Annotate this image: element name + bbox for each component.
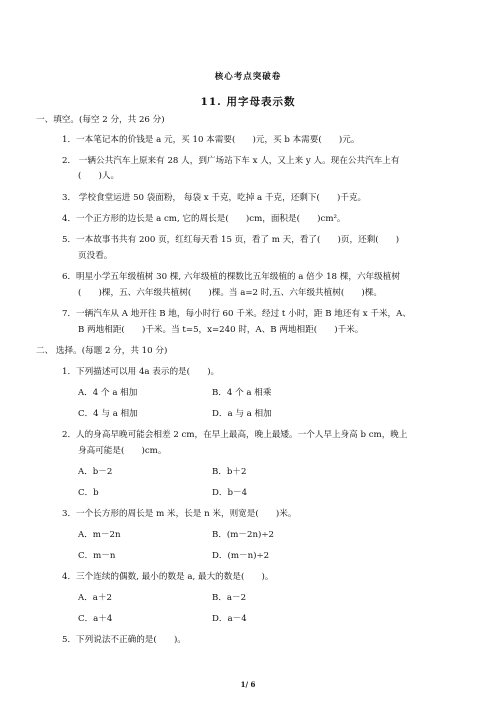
choice-q1-option-d: D．a 与 a 相加	[212, 409, 272, 419]
choice-q3-option-d: D．(m－n)÷2	[212, 551, 270, 561]
choice-q4-option-b: B．a－2	[212, 593, 247, 603]
choice-q2-option-a: A．b－2	[78, 467, 113, 477]
choice-q1-option-c: C．4 与 a 相加	[78, 409, 138, 419]
choice-q4-option-a: A．a＋2	[78, 593, 112, 603]
page-title: 11. 用字母表示数	[200, 96, 296, 108]
choice-q2-stem: 2．人的身高早晚可能会相差 2 cm，在早上最高，晚上最矮。一个人早上身高 b cm，晚上	[62, 430, 408, 440]
choice-q1-option-a: A．4 个 a 相加	[78, 388, 138, 398]
choice-q4-option-d: D．a－4	[212, 614, 247, 624]
section1-heading: 一、填空。(每空 2 分，共 26 分)	[36, 115, 165, 125]
fill-q4: 4．一个正方形的边长是 a cm, 它的周长是( )cm，面积是( )cm²。	[62, 214, 346, 224]
choice-q3-option-a: A．m－2n	[78, 530, 121, 540]
fill-q7-cont: B 两地相距( )千米。当 t=5，x=240 时，A、B 两地相距( )千米。	[78, 325, 364, 335]
choice-q4-stem: 4．三个连续的偶数, 最小的数是 a, 最大的数是( )。	[62, 572, 274, 582]
choice-q4-option-c: C．a＋4	[78, 614, 113, 624]
section2-heading: 二、 选择。(每题 2 分，共 10 分)	[36, 346, 168, 356]
choice-q5-stem: 5．下列说法不正确的是( )。	[62, 635, 186, 645]
fill-q6: 6．明星小学五年级植树 30 棵, 六年级植的棵数比五年级植的 a 倍少 18 棵，六年级植树	[62, 272, 400, 282]
fill-q1: 1．一本笔记本的价钱是 a 元，买 10 本需要( )元，买 b 本需要( )元。	[62, 135, 360, 145]
choice-q1-option-b: B．4 个 a 相乘	[212, 388, 272, 398]
choice-q3-option-b: B．(m－2n)÷2	[212, 530, 275, 540]
page-header: 核心考点突破卷	[214, 72, 282, 82]
choice-q2-option-d: D．b－4	[212, 488, 248, 498]
choice-q2-option-b: B．b＋2	[212, 467, 247, 477]
choice-q1-stem: 1．下列描述可以用 4a 表示的是( )。	[62, 367, 220, 377]
choice-q3-option-c: C．m－n	[78, 551, 116, 561]
page-number: 1/ 6	[240, 680, 256, 689]
choice-q3-stem: 3．一个长方形的周长是 m 米，长是 n 米，则宽是( )米。	[62, 509, 297, 519]
fill-q2-cont: ( )人。	[78, 171, 120, 181]
choice-q2-option-c: C．b	[78, 488, 99, 498]
fill-q3: 3． 学校食堂运进 50 袋面粉， 每袋 x 千克，吃掉 a 千克，还剩下( )千克。	[62, 193, 367, 203]
fill-q5: 5．一本故事书共有 200 页，红红每天看 15 页，看了 m 天，看了( )页，还剩( )	[62, 235, 400, 245]
choice-q2-stem-cont: 身高可能是( )cm。	[78, 446, 167, 456]
fill-q5-cont: 页没看。	[78, 251, 113, 261]
fill-q2: 2． 一辆公共汽车上原来有 28 人，到广场站下车 x 人，又上来 y 人。现在公共汽车上有	[62, 156, 400, 166]
fill-q7: 7．一辆汽车从 A 地开往 B 地，每小时行 60 千米。经过 t 小时，距 B 地还有 x 千米，A、	[62, 309, 411, 319]
fill-q6-cont: ( )棵，五、六年级共植树( )棵。当 a=2 时,五、六年级共植树( )棵。	[78, 288, 382, 298]
